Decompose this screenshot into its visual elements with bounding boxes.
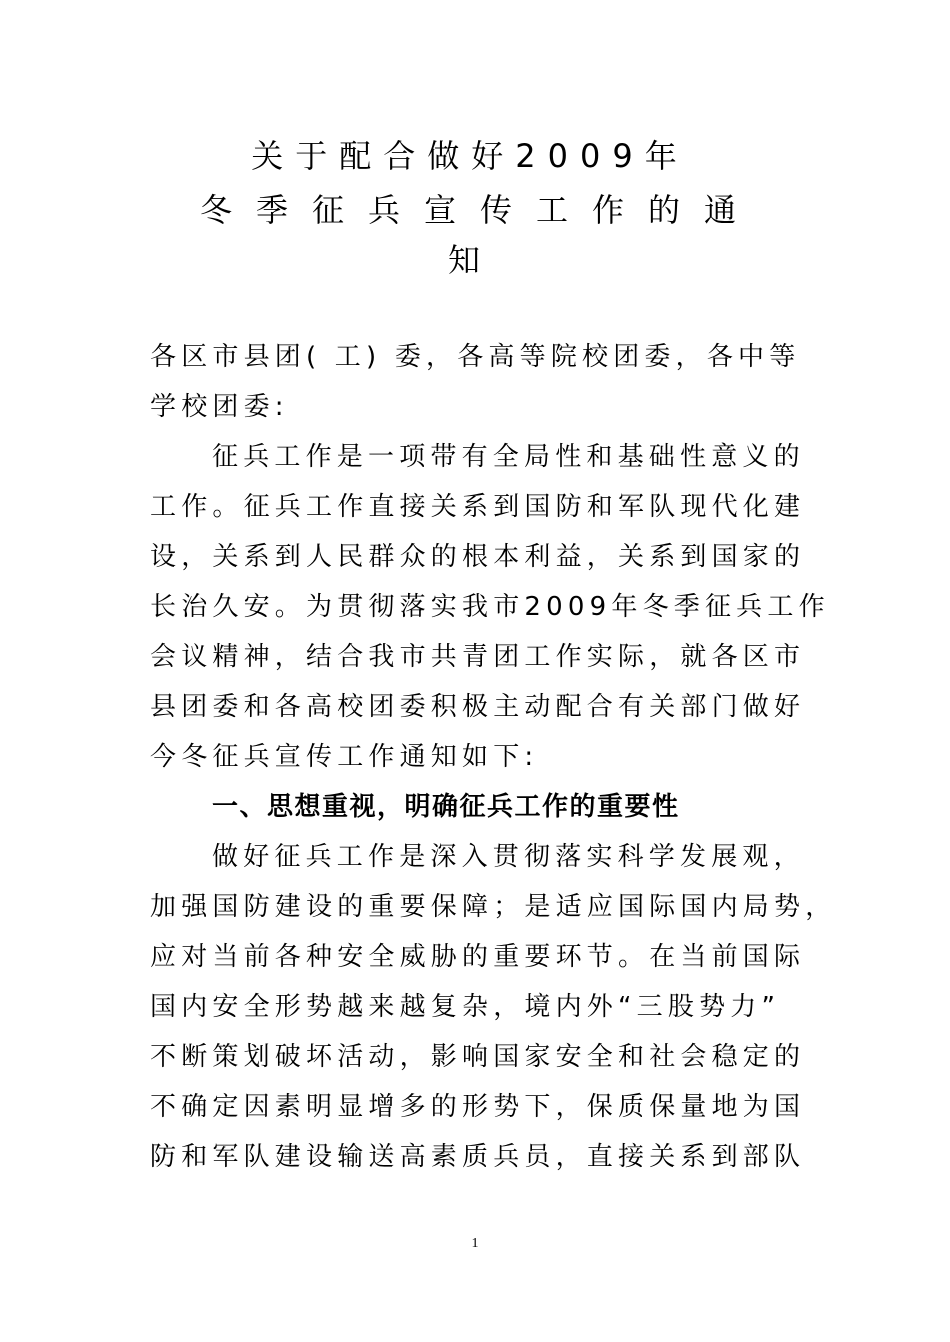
paragraph-line: 做好征兵工作是深入贯彻落实科学发展观， (212, 842, 805, 872)
paragraph-line: 会议精神，结合我市共青团工作实际，就各区市 (150, 642, 806, 672)
paragraph-line: 应对当前各种安全威胁的重要环节。在当前国际 (150, 942, 806, 972)
addressee-line: 各区市县团( 工) 委，各高等院校团委，各中等 (150, 342, 801, 372)
document-title-line-1: 关于配合做好2009年 (251, 137, 689, 175)
paragraph-line: 长治久安。为贯彻落实我市2009年冬季征兵工作 (150, 592, 830, 622)
page-number: 1 (471, 1236, 479, 1251)
paragraph-line: 加强国防建设的重要保障；是适应国际国内局势， (150, 892, 837, 922)
paragraph-line: 今冬征兵宣传工作通知如下: (150, 742, 539, 772)
paragraph-line: 防和军队建设输送高素质兵员，直接关系到部队 (150, 1142, 806, 1172)
addressee-line: 学校团委: (150, 392, 289, 422)
paragraph-line: 设，关系到人民群众的根本利益，关系到国家的 (150, 542, 806, 572)
paragraph-line: 县团委和各高校团委积极主动配合有关部门做好 (150, 692, 806, 722)
section-heading: 一、思想重视，明确征兵工作的重要性 (212, 792, 680, 822)
paragraph-line: 征兵工作是一项带有全局性和基础性意义的 (212, 442, 805, 472)
paragraph-line: 国内安全形势越来越复杂，境内外“三股势力” (150, 992, 781, 1022)
paragraph-line: 不断策划破坏活动，影响国家安全和社会稳定的 (150, 1042, 806, 1072)
document-title-line-2: 冬季征兵宣传工作的通 (199, 191, 760, 229)
paragraph-line: 工作。征兵工作直接关系到国防和军队现代化建 (150, 492, 806, 522)
paragraph-line: 不确定因素明显增多的形势下，保质保量地为国 (150, 1092, 806, 1122)
document-title-line-3: 知 (447, 241, 492, 279)
